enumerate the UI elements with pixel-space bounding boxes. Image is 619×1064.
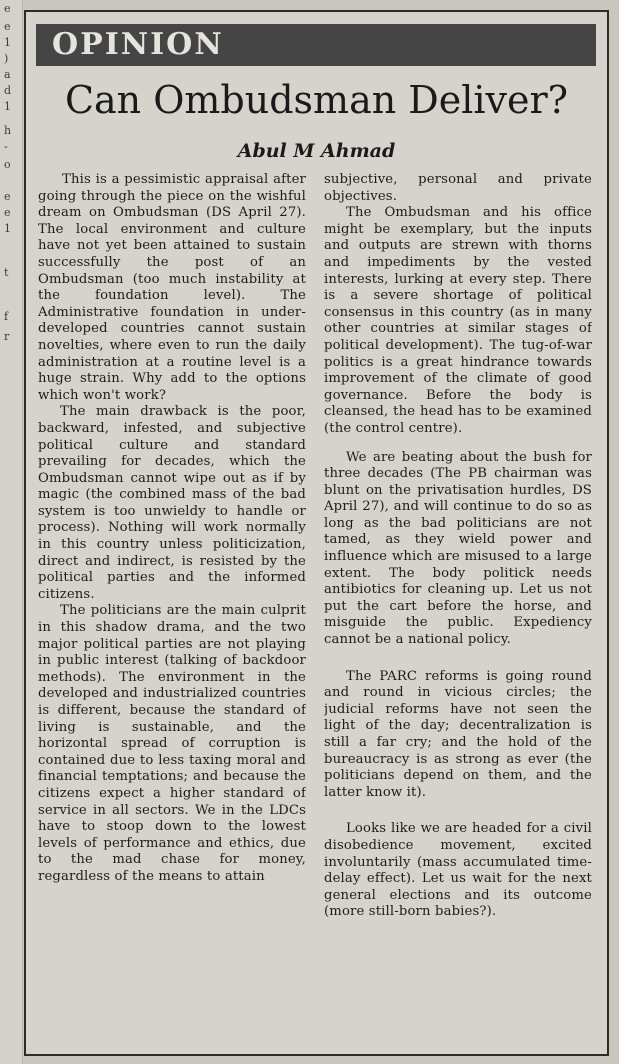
gutter-char: ) [4, 52, 9, 65]
gutter-char: d [4, 84, 12, 97]
section-label: OPINION [52, 27, 224, 62]
paragraph: subjective, personal and private objectives. [324, 172, 592, 204]
paragraph: This is a pessimistic appraisal after going through the piece on the wishful dream on Ombudsman (DS April 27). The local environment and culture have not yet been attained to sustain successfully the post of an Ombudsman (too much instability at the foundation level). The Administrative foundation in under-developed countries cannot sustain novelties, where even to run the daily administration at a routine level is a huge strain. Why add to the options which won't work? [38, 172, 306, 403]
gutter-char: e [4, 206, 11, 219]
gutter-char: 1 [4, 222, 11, 235]
paragraph: We are beating about the bush for three decades (The PB chairman was blunt on the privatisation hurdles, DS April 27), and will continue to do so as long as the bad politicians are not tamed, as they wield power and influence which are misused to a large extent. The body politick needs antibiotics for cleaning up. Let us not put the cart before the horse, and misguide the public. Expediency cannot be a national policy. [324, 449, 592, 648]
gutter-char: e [4, 20, 11, 33]
paragraph: The Ombudsman and his office might be exemplary, but the inputs and outputs are strewn with thorns and impediments by the vested interests, lurking at every step. There is a severe shortage of political consensus in this country (as in many other countries at similar stages of political development). The tug-of-war politics is a great hindrance towards improvement of the climate of good governance. Before the body is cleansed, the head has to be examined (the control centre). [324, 205, 592, 436]
article-clipping [24, 10, 609, 1056]
paragraph: The PARC reforms is going round and round in vicious circles; the judicial reforms have not seen the light of the day; decentralization is still a far cry; and the hold of the bureaucracy is as strong as ever (the politicians depend on them, and the latter know it). [324, 668, 592, 800]
section-banner [36, 24, 596, 66]
gutter-char: 1 [4, 100, 11, 113]
gutter-char: o [4, 158, 11, 171]
article-headline: Can Ombudsman Deliver? [64, 78, 569, 122]
gutter-char: 1 [4, 36, 11, 49]
gutter-char: t [4, 266, 9, 279]
paragraph: Looks like we are headed for a civil disobedience movement, excited involuntarily (mass accumulated time-delay effect). Let us wait for the next general elections and its outcome (more still-born babies?). [324, 821, 592, 920]
gutter-char: h [4, 124, 12, 137]
gutter-char: e [4, 190, 11, 203]
gutter-char: - [4, 140, 8, 153]
paragraph: The main drawback is the poor, backward, infested, and subjective political culture and standard prevailing for decades, which the Ombudsman cannot wipe out as if by magic (the combined mass of the bad system is too unwieldy to handle or process). Nothing will work normally in this country unless politicization, direct and indirect, is resisted by the political parties and the informed citizens. [38, 404, 306, 602]
gutter-char: e [4, 2, 11, 15]
article-column-left [38, 172, 306, 1047]
adjacent-column-edge [0, 0, 23, 1064]
article-byline: Abul M Ahmad [237, 140, 396, 162]
gutter-char: f [4, 310, 9, 323]
gutter-char: r [4, 330, 10, 343]
gutter-char: a [4, 68, 11, 81]
paragraph: The politicians are the main culprit in this shadow drama, and the two major political parties are not playing in public interest (talking of backdoor methods). The environment in the developed and industrialized countries is different, because the standard of living is sustainable, and the horizontal spread of corruption is contained due to less taxing moral and financial temptations; and because the citizens expect a higher standard of service in all sectors. We in the LDCs have to stoop down to the lowest levels of performance and ethics, due to the mad chase for money, regardless of the means to attain [38, 603, 306, 884]
article-column-right [324, 172, 592, 1047]
